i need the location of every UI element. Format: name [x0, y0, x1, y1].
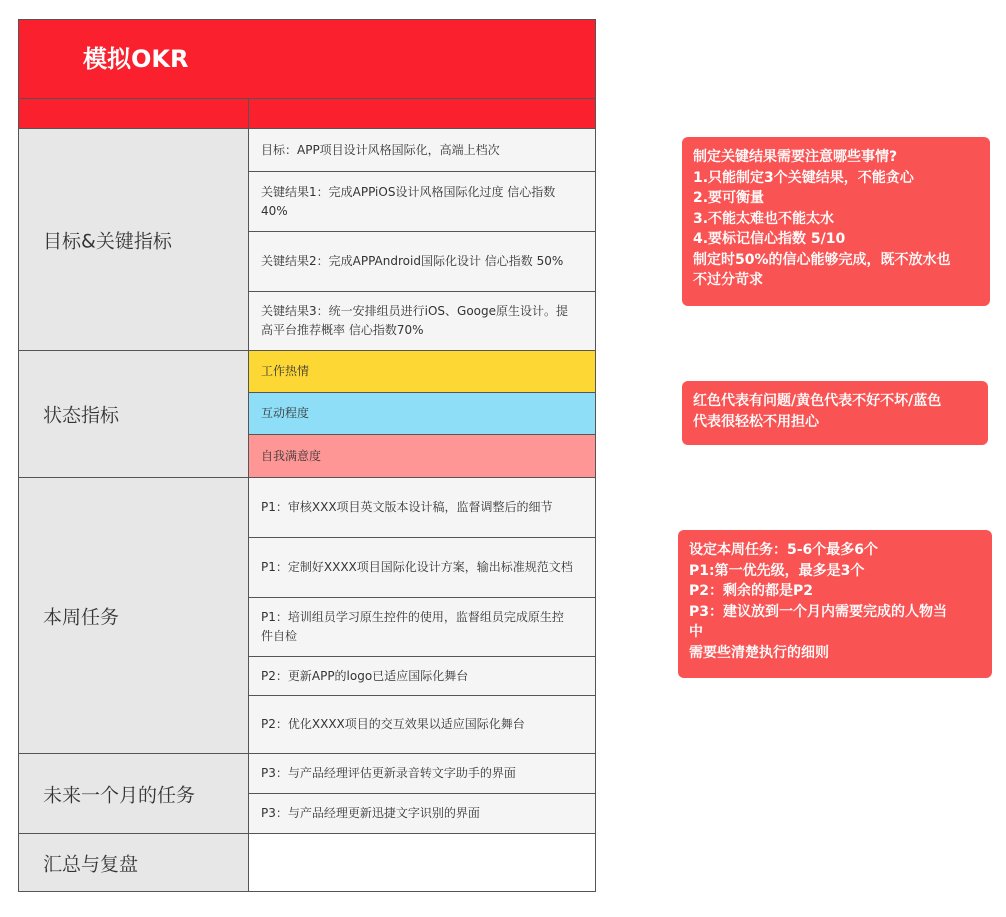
section-label-cell	[19, 129, 249, 350]
note-line: 2.要可衡量	[693, 190, 765, 206]
note-line: 需要些清楚执行的细则	[689, 644, 829, 661]
task-item: P2：优化XXXX项目的交互效果以适应国际化舞台	[249, 696, 595, 753]
note-line: 1.只能制定3个关键结果，不能贪心	[693, 169, 914, 186]
note-line: 不过分苛求	[693, 272, 763, 288]
task-item: P1：定制好XXXX项目国际化设计方案，输出标准规范文档	[249, 538, 595, 598]
note-weekly-task-tips	[678, 530, 992, 678]
task-item: P1：培训组员学习原生控件的使用，监督组员完成原生控件自检	[249, 598, 595, 657]
section-items	[249, 834, 595, 891]
section-label: 汇总与复盘	[43, 853, 139, 875]
title-bar	[19, 20, 595, 99]
note-line: 3.不能太难也不能太水	[693, 210, 835, 227]
note-line: 代表很轻松不用担心	[693, 413, 819, 430]
section-status	[19, 351, 595, 478]
monthly-task-item: P3：与产品经理更新迅捷文字识别的界面	[249, 794, 595, 833]
section-items	[249, 351, 595, 477]
note-key-results-tips	[682, 137, 990, 306]
section-label-cell	[19, 478, 249, 753]
note-color-legend	[682, 381, 988, 445]
objective-item: 目标：APP项目设计风格国际化，高端上档次	[249, 129, 595, 172]
header-divider	[248, 99, 249, 128]
note-line: 制定关键结果需要注意哪些事情?	[693, 149, 898, 165]
section-review	[19, 834, 595, 891]
monthly-task-item: P3：与产品经理评估更新录音转文字助手的界面	[249, 754, 595, 794]
status-item-interaction: 互动程度	[249, 393, 595, 435]
okr-table	[18, 19, 596, 892]
note-line: P2：剩余的都是P2	[689, 583, 814, 599]
note-line: P3：建议放到一个月内需要完成的人物当	[689, 603, 948, 620]
section-label: 状态指标	[43, 404, 120, 427]
section-label: 本周任务	[43, 606, 120, 628]
section-objectives	[19, 129, 595, 351]
section-weekly-tasks	[19, 478, 595, 754]
task-item: P1：审核XXX项目英文版本设计稿，监督调整后的细节	[249, 478, 595, 538]
section-items	[249, 129, 595, 350]
key-result-item: 关键结果3：统一安排组员进行iOS、Googe原生设计。提高平台推荐概率 信心指数70%	[249, 292, 595, 350]
note-line: 红色代表有问题/黄色代表不好不坏/蓝色	[693, 393, 942, 409]
section-label-cell	[19, 754, 249, 833]
section-monthly-tasks	[19, 754, 595, 834]
note-line: 中	[689, 624, 703, 640]
section-label-cell	[19, 351, 249, 477]
note-line: 制定时50%的信心能够完成，既不放水也	[693, 251, 951, 268]
header-row	[19, 99, 595, 129]
page-title: 模拟OKR	[83, 45, 189, 73]
section-label-cell	[19, 834, 249, 891]
task-item: P2：更新APP的logo已适应国际化舞台	[249, 657, 595, 696]
key-result-item: 关键结果1：完成APPiOS设计风格国际化过度 信心指数40%	[249, 172, 595, 232]
note-line: 4.要标记信心指数 5/10	[693, 231, 846, 247]
section-items	[249, 478, 595, 753]
note-line: P1:第一优先级，最多是3个	[689, 562, 865, 579]
section-label: 目标&关键指标	[43, 230, 172, 252]
note-line: 设定本周任务：5-6个最多6个	[689, 542, 879, 558]
section-label: 未来一个月的任务	[43, 784, 196, 806]
key-result-item: 关键结果2：完成APPAndroid国际化设计 信心指数 50%	[249, 232, 595, 292]
status-item-passion: 工作热情	[249, 351, 595, 393]
section-items	[249, 754, 595, 833]
status-item-satisfaction: 自我满意度	[249, 435, 595, 477]
review-cell	[249, 834, 595, 891]
